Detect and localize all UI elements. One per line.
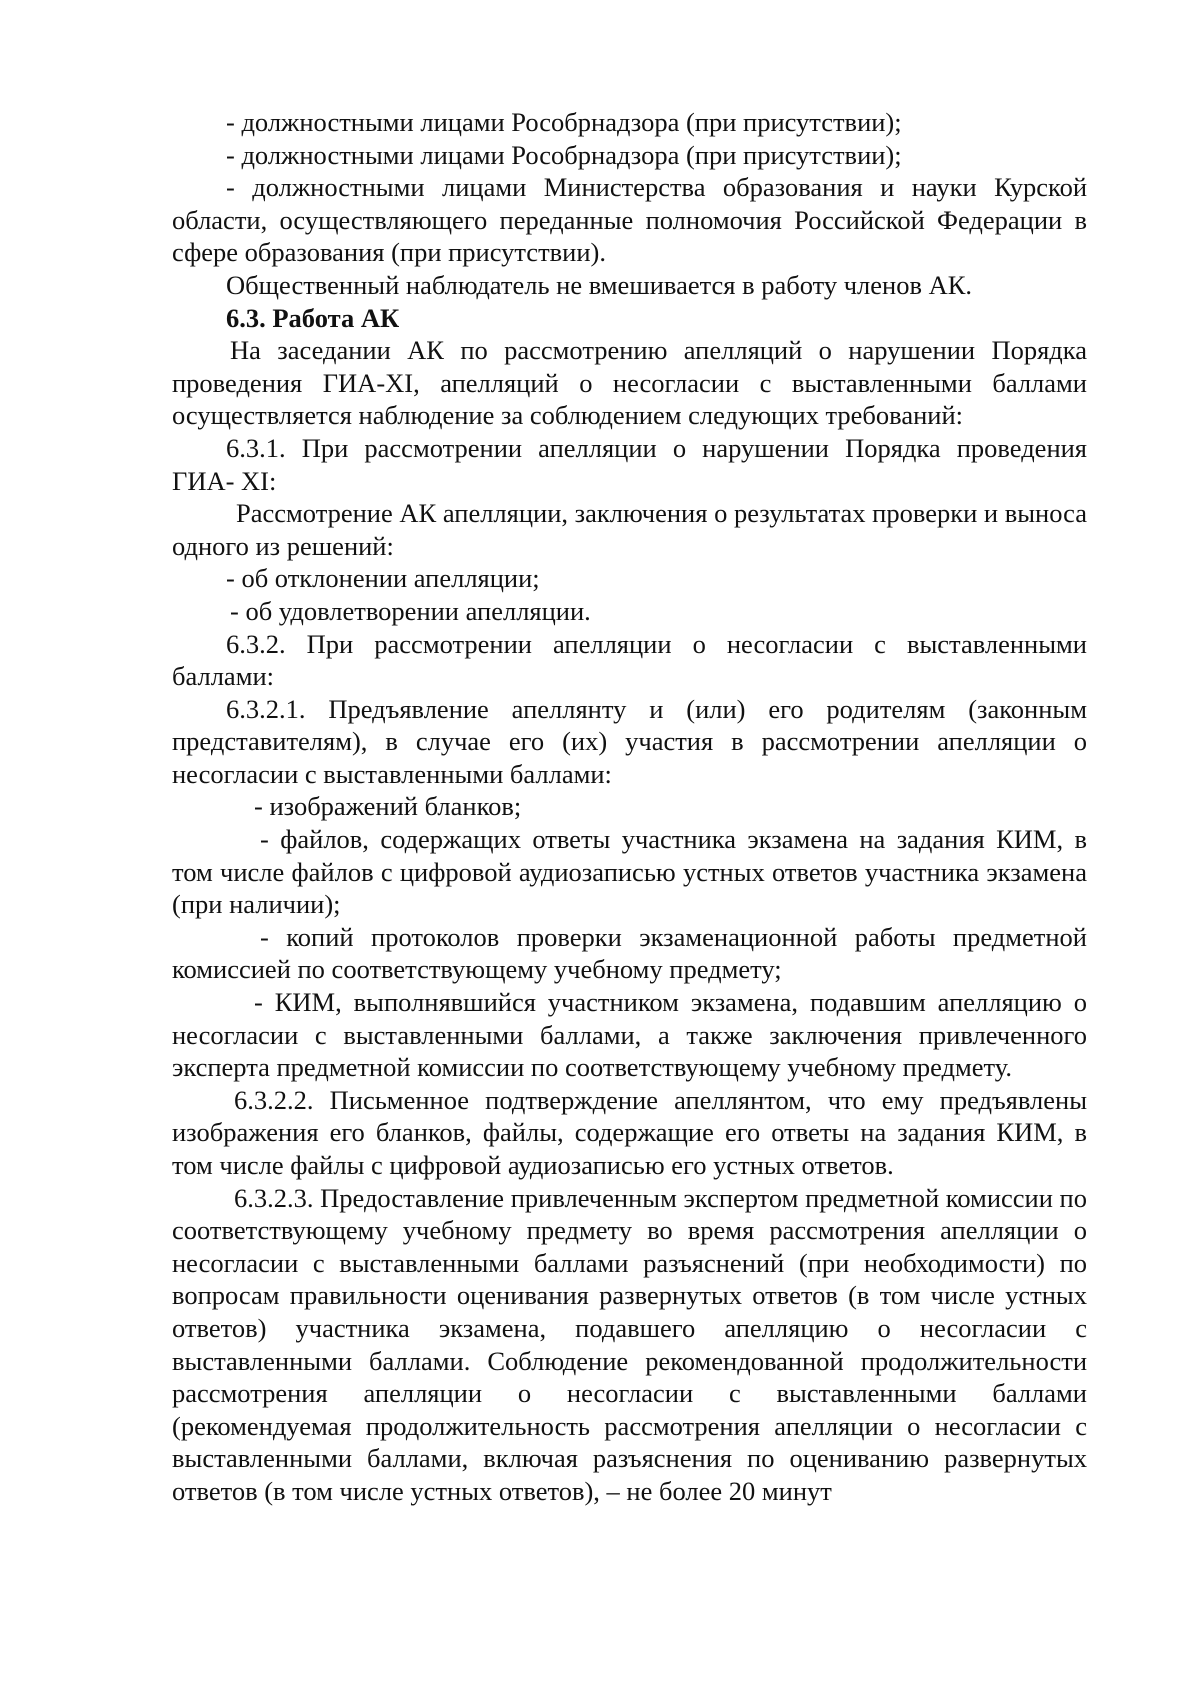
paragraph-6-3-2: 6.3.2. При рассмотрении апелляции о несогласии с выставленными баллами: [172, 628, 1087, 692]
section-heading-6-3: 6.3. Работа АК [226, 302, 400, 333]
list-item-protocols: - копий протоколов проверки экзаменационной работы предметной комиссией по соответствующему учебному предмету; [172, 921, 1087, 985]
list-item-files: - файлов, содержащих ответы участника экзамена на задания КИМ, в том числе файлов с цифровой аудиозаписью устных ответов участника экзамена (при наличии); [172, 824, 1087, 920]
list-item-reject: - об отклонении апелляции; [226, 563, 540, 594]
paragraph-review: Рассмотрение АК апелляции, заключения о результатах проверки и выноса одного из решений: [172, 498, 1087, 561]
paragraph-6-3-1: 6.3.1. При рассмотрении апелляции о нарушении Порядка проведения ГИА- XI: [172, 432, 1087, 496]
paragraph-6-3-2-1: 6.3.2.1. Предъявление апеллянту и (или) его родителям (законным представителям), в случае его (их) участия в рассмотрении апелляции о несогласии с выставленными баллами: [172, 693, 1087, 789]
paragraph-6-3-2-3: 6.3.2.3. Предоставление привлеченным экспертом предметной комиссии по соответствующему учебному предмету во время рассмотрения апелляции о несогласии с выставленными баллами разъяснений (при необходимости) по вопросам правильности оценивания развернутых ответов (в том числе устных ответов) участника экзамена, подавшего апелляцию о несогласии с выставленными баллами. Соблюдение рекомендованной продолжительности рассмотрения апелляции о несогласии с выставленными баллами (рекомендуемая продолжительность рассмотрения апелляции о несогласии с выставленными баллами, включая разъяснения по оцениванию развернутых ответов (в том числе устных ответов), – не более 20 минут [172, 1182, 1087, 1506]
list-item-kim: - КИМ, выполнявшийся участником экзамена, подавшим апелляцию о несогласии с выставленными баллами, а также заключения привлеченного эксперта предметной комиссии по соответствующему учебному предмету. [172, 987, 1087, 1083]
list-item-forms: - изображений бланков; [254, 791, 522, 822]
list-item-satisfy: - об удовлетворении апелляции. [230, 595, 591, 626]
list-item-rosobrnadzor-1: - должностными лицами Рособрнадзора (при присутствии); [226, 107, 902, 137]
document-page [172, 106, 1087, 1508]
paragraph-observer: Общественный наблюдатель не вмешивается в работу членов АК. [226, 269, 973, 300]
list-item-rosobrnadzor-2: - должностными лицами Рособрнадзора (при присутствии); [226, 139, 902, 170]
paragraph-6-3-2-2: 6.3.2.2. Письменное подтверждение апеллянтом, что ему предъявлены изображения его бланков, файлы, содержащие его ответы на задания КИМ, в том числе файлы с цифровой аудиозаписью его устных ответов. [172, 1084, 1087, 1180]
list-item-ministry: - должностными лицами Министерства образования и науки Курской области, осуществляющего переданные полномочия Российской Федерации в сфере образования (при присутствии). [172, 172, 1087, 268]
paragraph-intro: На заседании АК по рассмотрению апелляций о нарушении Порядка проведения ГИА-XI, апелляций о несогласии с выставленными баллами осуществляется наблюдение за соблюдением следующих требований: [172, 335, 1087, 431]
